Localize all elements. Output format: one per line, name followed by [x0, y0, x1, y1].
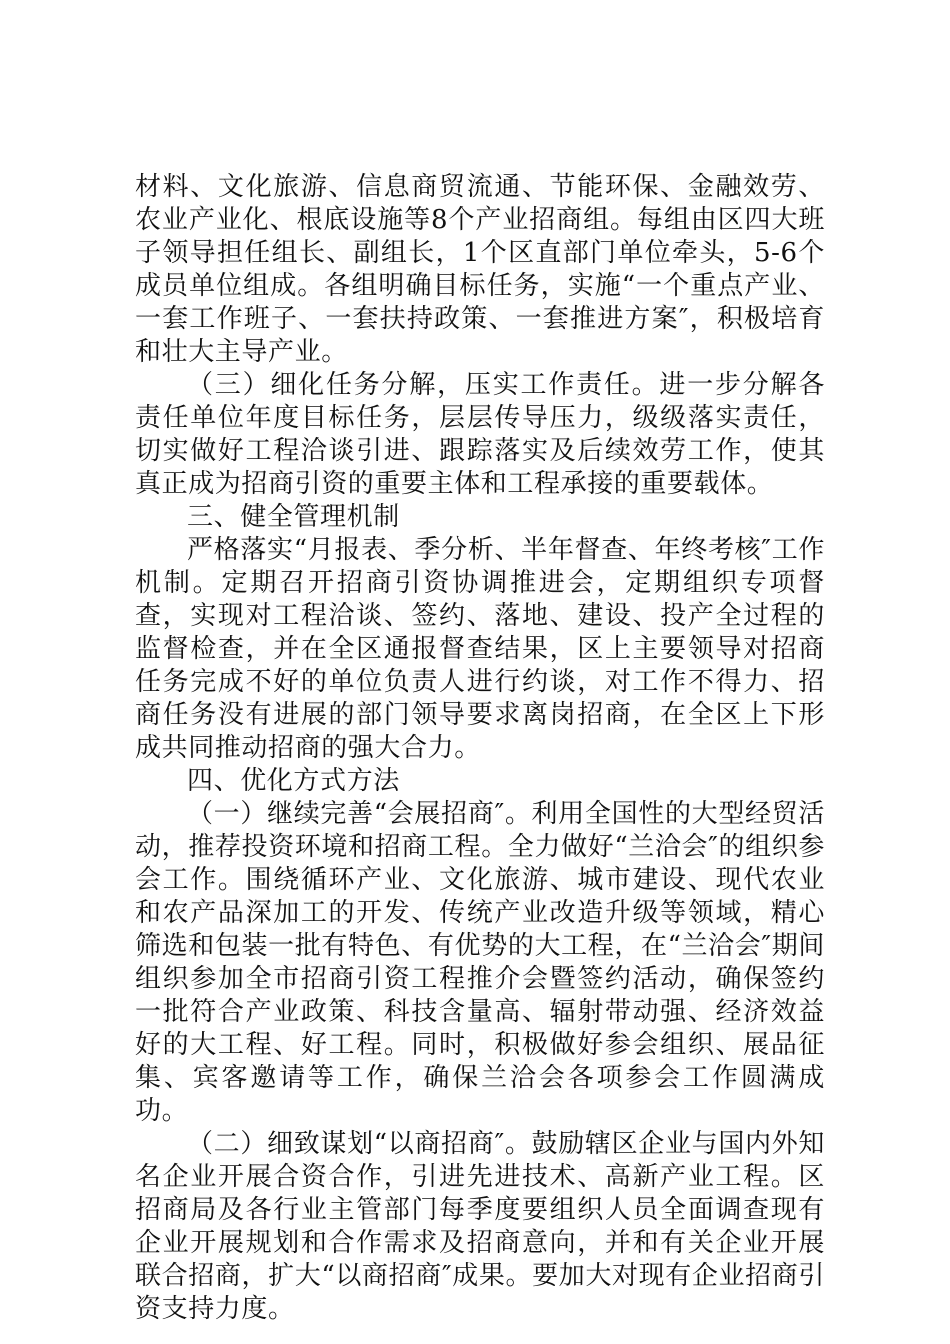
paragraph-industry-groups: 材料、文化旅游、信息商贸流通、节能环保、金融效劳、农业产业化、根底设施等8个产业招商组。每组由区四大班子领导担任组长、副组长，1个区直部门单位牵头，5-6个成员单位组成。各组明确目标任务，实施“一个重点产业、一套工作班子、一套扶持政策、一套推进方案″，积极培育和壮大主导产业。 — [135, 172, 825, 367]
section-heading-methods: 四、优化方式方法 — [187, 766, 400, 796]
paragraph-management-mechanism: 严格落实“月报表、季分析、半年督查、年终考核″工作机制。定期召开招商引资协调推进会，定期组织专项督查，实现对工程洽谈、签约、落地、建设、投产全过程的监督检查，并在全区通报督查结果，区上主要领导对招商任务完成不好的单位负责人进行约谈，对工作不得力、招商任务没有进展的部门领导要求离岗招商，在全区上下形成共同推动招商的强大合力。 — [135, 535, 825, 763]
paragraph-exhibition-investment: （一）继续完善“会展招商″。利用全国性的大型经贸活动，推荐投资环境和招商工程。全力做好“兰洽会″的组织参会工作。围绕循环产业、文化旅游、城市建设、现代农业和农产品深加工的开发、传统产业改造升级等领域，精心筛选和包装一批有特色、有优势的大工程，在“兰洽会″期间组织参加全市招商引资工程推介会暨签约活动，确保签约一批符合产业政策、科技含量高、辐射带动强、经济效益好的大工程、好工程。同时，积极做好参会组织、展品征集、宾客邀请等工作，确保兰洽会各项参会工作圆满成功。 — [135, 799, 825, 1126]
section-heading-management: 三、健全管理机制 — [187, 502, 400, 532]
paragraph-task-decomposition: （三）细化任务分解，压实工作责任。进一步分解各责任单位年度目标任务，层层传导压力，级级落实责任，切实做好工程洽谈引进、跟踪落实及后续效劳工作，使其真正成为招商引资的重要主体和工程承接的重要载体。 — [135, 370, 825, 499]
paragraph-business-investment: （二）细致谋划“以商招商″。鼓励辖区企业与国内外知名企业开展合资合作，引进先进技术、高新产业工程。区招商局及各行业主管部门每季度要组织人员全面调查现有企业开展规划和合作需求及招商意向，并和有关企业开展联合招商，扩大“以商招商″成果。要加大对现有企业招商引资支持力度。 — [135, 1129, 825, 1324]
document-body — [135, 171, 825, 1326]
